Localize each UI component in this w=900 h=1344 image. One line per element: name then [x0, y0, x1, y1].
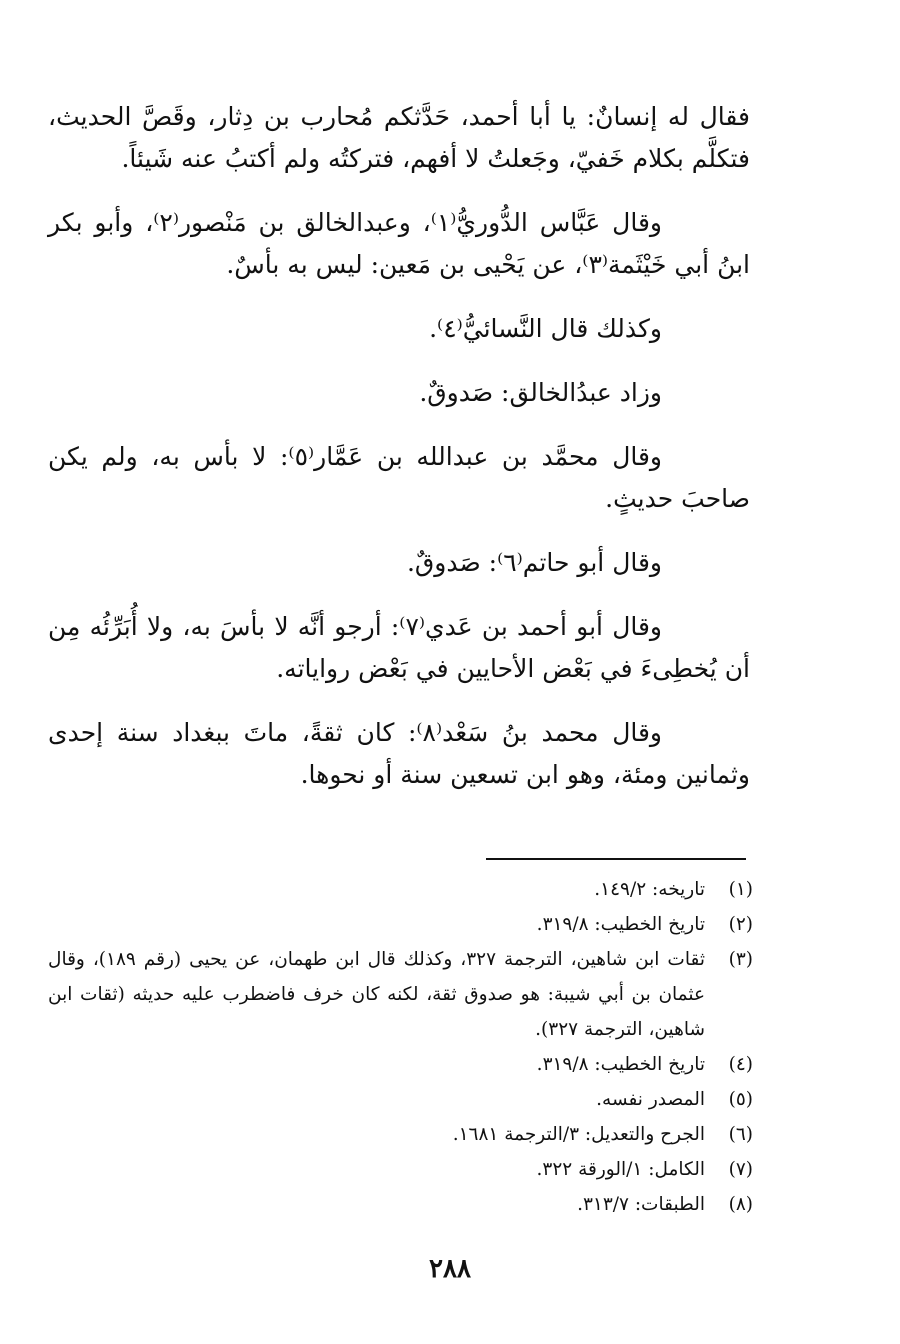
footnote [48, 872, 753, 907]
paragraph: وزاد عبدُالخالق: صَدوقٌ. [419, 378, 662, 407]
footnote-text: تاريخ الخطيب: ٣١٩/٨. [536, 914, 705, 935]
footnote-number: (٦) [728, 1124, 753, 1145]
footnote [48, 1047, 753, 1082]
paragraph: وقال أبو أحمد بن عَدي⁽٧⁾: أرجو أنَّه لا بأسَ به، ولا أُبَرِّئُه مِن أن يُخطِىءَ في بَعْض الأحايين في بَعْض رواياته. [48, 612, 750, 683]
footnote-number: (٤) [728, 1054, 753, 1075]
footnote-text: الجرح والتعديل: ٣/الترجمة ١٦٨١. [452, 1124, 705, 1145]
footnote-number: (٢) [728, 914, 753, 935]
footnote-text: الطبقات: ٣١٣/٧. [577, 1194, 705, 1215]
footnote-text: ثقات ابن شاهين، الترجمة ٣٢٧، وكذلك قال ابن طهمان، عن يحيى (رقم ١٨٩)، وقال عثمان بن أبي شيبة: هو صدوق ثقة، لكنه كان خرف فاضطرب عليه حديثه (ثقات ابن شاهين، الترجمة ٣٢٧). [48, 949, 705, 1040]
footnote-number: (١) [728, 879, 753, 900]
footnote-text: تاريخ الخطيب: ٣١٩/٨. [536, 1054, 705, 1075]
footnote [48, 1187, 753, 1222]
footnote-number: (٣) [728, 949, 753, 970]
footnote [48, 907, 753, 942]
footnote [48, 1117, 753, 1152]
paragraph: فقال له إنسانٌ: يا أبا أحمد، حَدَّثكم مُحارب بن دِثار، وقَصَّ الحديث، فتكلَّم بكلام خَفيّ، وجَعلتُ لا أفهم، فتركتُه ولم أكتبُ عنه شَيئاً. [48, 102, 750, 173]
footnote-number: (٥) [728, 1089, 753, 1110]
paragraph: وقال عَبَّاس الدُّوريُّ⁽١⁾، وعبدالخالق بن مَنْصور⁽٢⁾، وأبو بكر ابنُ أبي خَيْثَمة⁽٣⁾، عن يَحْيى بن مَعين: ليس به بأسٌ. [48, 208, 750, 279]
paragraph: وقال أبو حاتم⁽٦⁾: صَدوقٌ. [406, 548, 662, 577]
footnote-text: الكامل: ١/الورقة ٣٢٢. [536, 1159, 705, 1180]
footnote-text: تاريخه: ١٤٩/٢. [594, 879, 705, 900]
footnote [48, 1152, 753, 1187]
paragraph: وقال محمد بنُ سَعْد⁽٨⁾: كان ثقةً، ماتَ ببغداد سنة إحدى وثمانين ومئة، وهو ابن تسعين سنة أو نحوها. [48, 718, 750, 789]
footnote-text: المصدر نفسه. [596, 1089, 705, 1110]
footnote [48, 942, 753, 1047]
paragraph: وكذلك قال النَّسائيُّ⁽٤⁾. [429, 314, 662, 343]
footnote-divider [486, 858, 746, 860]
footnote [48, 1082, 753, 1117]
footnote-number: (٨) [728, 1194, 753, 1215]
footnotes [48, 872, 753, 1222]
footnote-number: (٧) [728, 1159, 753, 1180]
main-text [48, 96, 750, 818]
page-number: ٢٨٨ [429, 1254, 471, 1284]
paragraph: وقال محمَّد بن عبدالله بن عَمَّار⁽٥⁾: لا بأس به، ولم يكن صاحبَ حديثٍ. [48, 442, 750, 513]
